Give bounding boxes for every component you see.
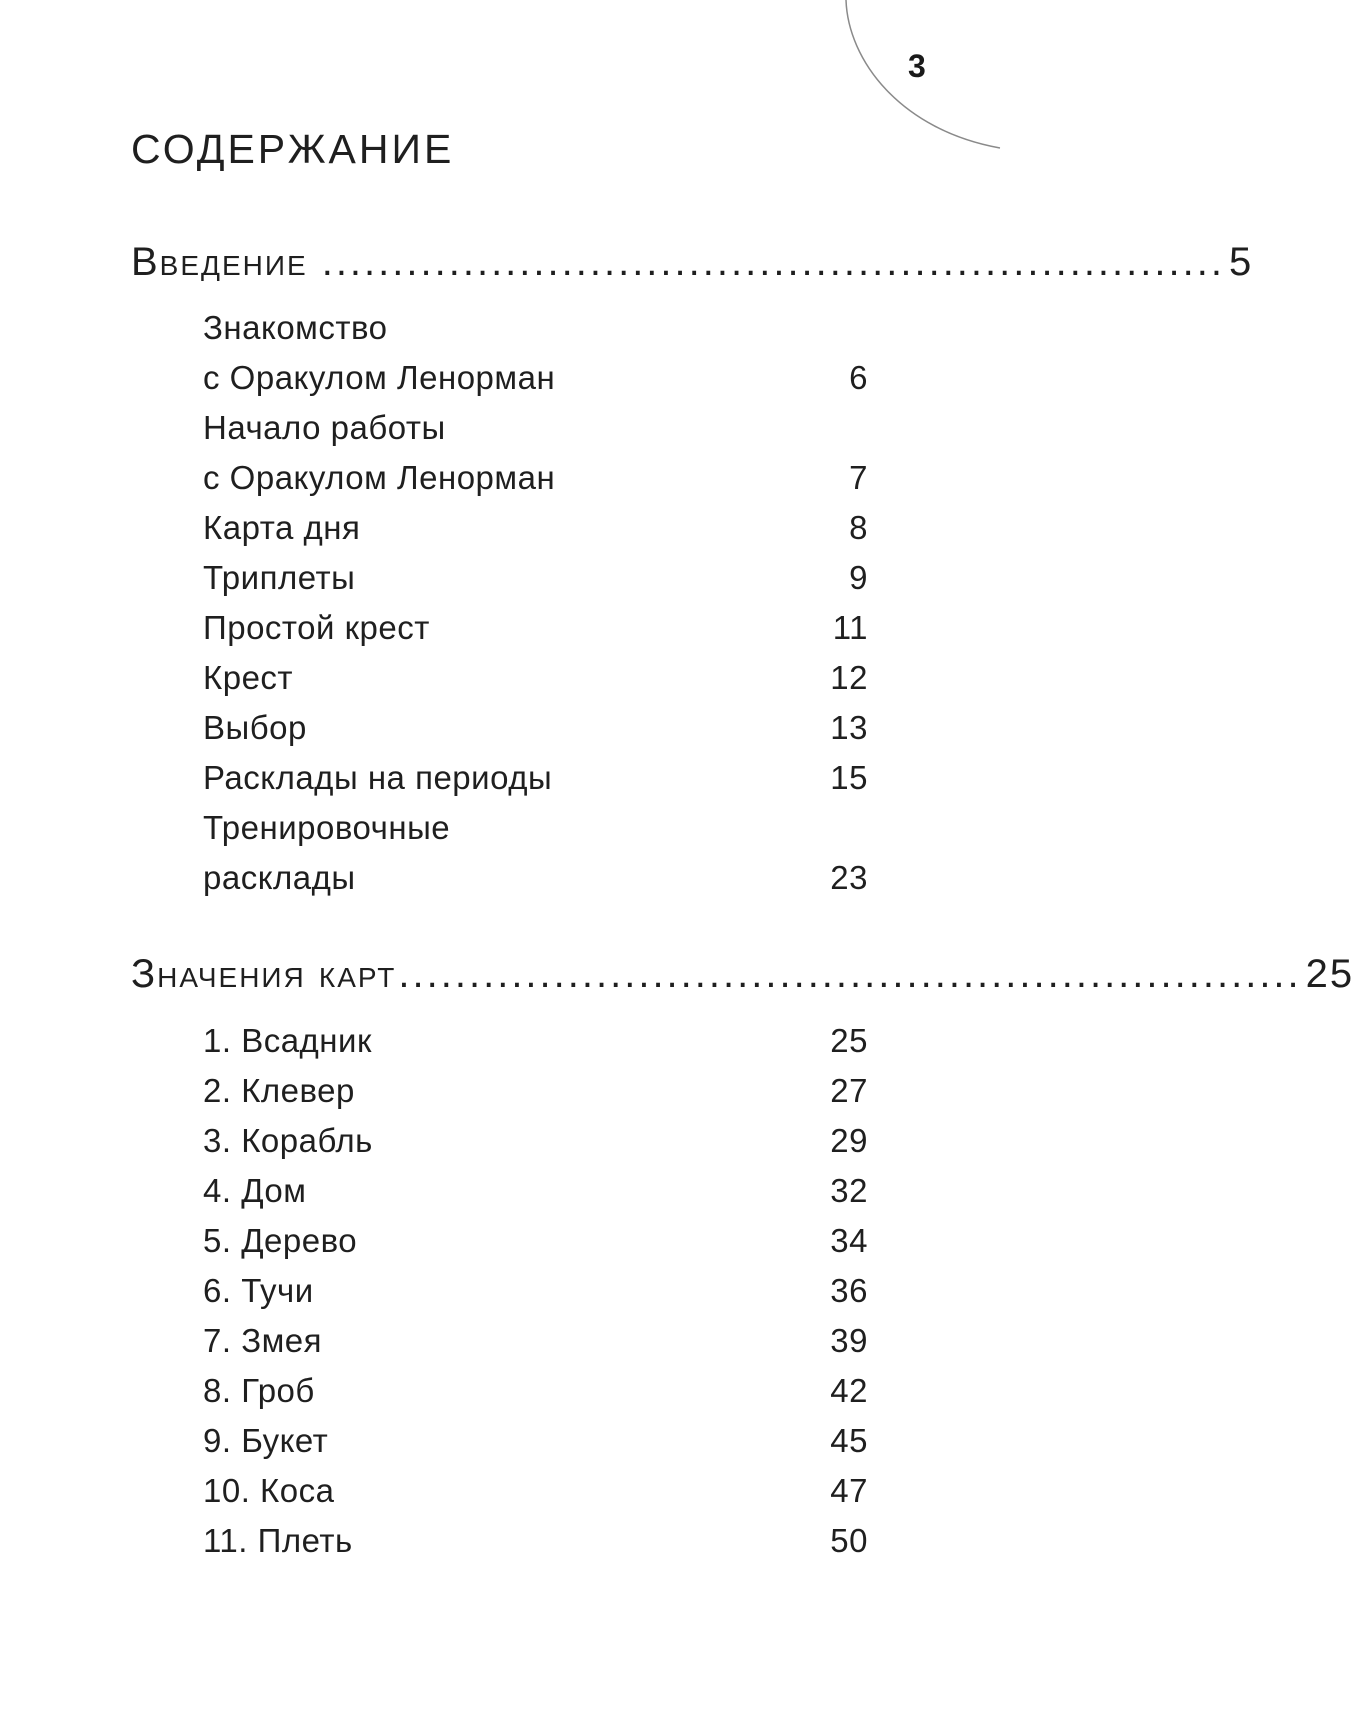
entry-title: Крест <box>203 659 294 696</box>
section-page: 5 <box>1228 240 1254 284</box>
dot-leader: ................................................................ <box>321 240 1225 284</box>
entry-title: 6. Тучи <box>203 1272 314 1309</box>
entry-page: 23 <box>830 859 868 896</box>
toc-entry[interactable] <box>203 553 868 603</box>
entry-page: 45 <box>830 1422 868 1459</box>
toc-entry[interactable] <box>203 503 868 553</box>
entry-page: 8 <box>849 509 868 546</box>
toc-entry[interactable] <box>203 1216 868 1266</box>
dot-leader: ................................................................ <box>398 952 1302 996</box>
entry-title: 7. Змея <box>203 1322 323 1359</box>
entry-title: Начало работы с Оракулом Ленорман <box>203 409 556 496</box>
section-label: Введение <box>131 240 308 284</box>
entry-title: 1. Всадник <box>203 1022 372 1059</box>
entry-page: 25 <box>830 1022 868 1059</box>
toc-entries-card-meanings <box>203 1016 868 1566</box>
toc-entry[interactable] <box>203 703 868 753</box>
toc-section-introduction[interactable] <box>131 240 1254 285</box>
toc-entry[interactable] <box>203 603 868 653</box>
entry-title: Карта дня <box>203 509 361 546</box>
toc-entry[interactable] <box>203 803 868 903</box>
entry-title: 9. Букет <box>203 1422 329 1459</box>
entry-page: 15 <box>830 759 868 796</box>
toc-entry[interactable] <box>203 1466 868 1516</box>
toc-entry[interactable] <box>203 1366 868 1416</box>
toc-entry[interactable] <box>203 1416 868 1466</box>
toc-title: СОДЕРЖАНИЕ <box>131 126 455 172</box>
entry-title: Тренировочные расклады <box>203 809 451 896</box>
toc-entry[interactable] <box>203 753 868 803</box>
toc-entry[interactable] <box>203 1316 868 1366</box>
entry-page: 6 <box>849 359 868 396</box>
entry-title: 10. Коса <box>203 1472 335 1509</box>
entry-page: 7 <box>849 459 868 496</box>
entry-page: 29 <box>830 1122 868 1159</box>
toc-section-card-meanings[interactable] <box>131 952 1354 997</box>
section-page: 25 <box>1305 952 1354 996</box>
page-number: 3 <box>908 48 926 84</box>
entry-page: 36 <box>830 1272 868 1309</box>
entry-title: Знакомство с Оракулом Ленорман <box>203 309 556 396</box>
toc-entry[interactable] <box>203 1066 868 1116</box>
entry-page: 34 <box>830 1222 868 1259</box>
entry-page: 32 <box>830 1172 868 1209</box>
entry-title: Расклады на периоды <box>203 759 553 796</box>
entry-page: 39 <box>830 1322 868 1359</box>
toc-entry[interactable] <box>203 1166 868 1216</box>
entry-page: 47 <box>830 1472 868 1509</box>
toc-entry[interactable] <box>203 653 868 703</box>
entry-title: 8. Гроб <box>203 1372 315 1409</box>
entry-title: 11. Плеть <box>203 1522 353 1559</box>
entry-page: 13 <box>830 709 868 746</box>
toc-entry[interactable] <box>203 1266 868 1316</box>
entry-title: 2. Клевер <box>203 1072 355 1109</box>
entry-page: 9 <box>849 559 868 596</box>
entry-page: 11 <box>832 609 868 646</box>
entry-page: 12 <box>830 659 868 696</box>
entry-page: 27 <box>830 1072 868 1109</box>
entry-title: 5. Дерево <box>203 1222 358 1259</box>
entry-title: 3. Корабль <box>203 1122 373 1159</box>
entry-title: Простой крест <box>203 609 430 646</box>
toc-entry[interactable] <box>203 303 868 403</box>
toc-entry[interactable] <box>203 1016 868 1066</box>
toc-entry[interactable] <box>203 1516 868 1566</box>
entry-page: 50 <box>830 1522 868 1559</box>
toc-entry[interactable] <box>203 403 868 503</box>
section-label: Значения карт <box>131 952 397 996</box>
entry-title: Выбор <box>203 709 307 746</box>
entry-page: 42 <box>830 1372 868 1409</box>
entry-title: 4. Дом <box>203 1172 307 1209</box>
toc-entry[interactable] <box>203 1116 868 1166</box>
entry-title: Триплеты <box>203 559 356 596</box>
toc-entries-introduction <box>203 303 868 903</box>
